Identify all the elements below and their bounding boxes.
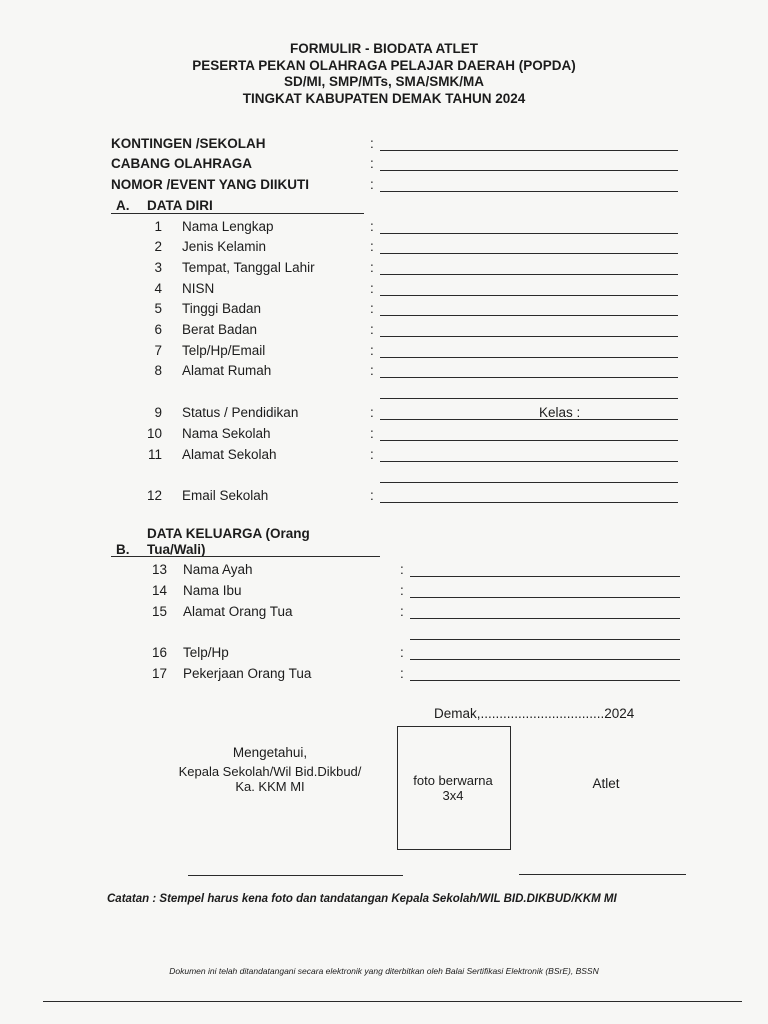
kelas-label: Kelas : bbox=[539, 405, 581, 420]
section-b-title: DATA KELUARGA (Orang bbox=[147, 526, 310, 541]
input-line-pekerjaan[interactable] bbox=[410, 680, 680, 681]
signature-line-atlet[interactable] bbox=[519, 874, 686, 875]
colon: : bbox=[400, 645, 404, 660]
input-line-cabang[interactable] bbox=[380, 170, 678, 171]
item-number: 15 bbox=[151, 604, 167, 619]
input-line-nama-ayah[interactable] bbox=[410, 576, 680, 577]
item-number: 12 bbox=[146, 488, 162, 503]
colon: : bbox=[370, 177, 374, 192]
item-label-pekerjaan: Pekerjaan Orang Tua bbox=[183, 666, 312, 681]
place-date: Demak,.................................2024 bbox=[434, 706, 635, 721]
section-a-underline bbox=[111, 213, 364, 214]
item-number: 14 bbox=[151, 583, 167, 598]
field-label-kontingen: KONTINGEN /SEKOLAH bbox=[111, 136, 266, 151]
section-a-letter: A. bbox=[116, 198, 130, 213]
kepala-sekolah-line2: Ka. KKM MI bbox=[235, 779, 305, 794]
input-line-jenis-kelamin[interactable] bbox=[380, 253, 678, 254]
item-number: 10 bbox=[146, 426, 162, 441]
input-line-alamat-sekolah[interactable] bbox=[380, 461, 678, 462]
item-number: 7 bbox=[154, 343, 162, 358]
input-line-telp-email[interactable] bbox=[380, 357, 678, 358]
form-scope: TINGKAT KABUPATEN DEMAK TAHUN 2024 bbox=[242, 91, 526, 106]
item-number: 5 bbox=[154, 301, 162, 316]
colon: : bbox=[370, 343, 374, 358]
colon: : bbox=[370, 156, 374, 171]
colon: : bbox=[370, 136, 374, 151]
signature-line-kepala-sekolah[interactable] bbox=[188, 875, 403, 876]
colon: : bbox=[370, 447, 374, 462]
input-line-alamat-rumah-2[interactable] bbox=[380, 398, 678, 399]
colon: : bbox=[370, 260, 374, 275]
item-label-alamat-rumah: Alamat Rumah bbox=[182, 363, 272, 378]
item-label-alamat-sekolah: Alamat Sekolah bbox=[182, 447, 277, 462]
item-number: 9 bbox=[154, 405, 162, 420]
input-line-alamat-rumah[interactable] bbox=[380, 377, 678, 378]
item-label-telp-hp: Telp/Hp bbox=[183, 645, 229, 660]
input-line-event[interactable] bbox=[380, 191, 678, 192]
item-number: 16 bbox=[151, 645, 167, 660]
item-label-ttl: Tempat, Tanggal Lahir bbox=[182, 260, 315, 275]
item-number: 1 bbox=[154, 219, 162, 234]
catatan-note: Catatan : Stempel harus kena foto dan tandatangan Kepala Sekolah/WIL BID.DIKBUD/KKM MI bbox=[107, 893, 617, 905]
input-line-kontingen[interactable] bbox=[380, 150, 678, 151]
colon: : bbox=[370, 488, 374, 503]
kepala-sekolah-line1: Kepala Sekolah/Wil Bid.Dikbud/ bbox=[178, 764, 362, 779]
footer-bsre-notice: Dokumen ini telah ditandatangani secara elektronik yang diterbitkan oleh Balai Sertifikasi Elektronik (BSrE), BSSN bbox=[169, 966, 599, 976]
item-number: 13 bbox=[151, 562, 167, 577]
section-b-letter: B. bbox=[116, 542, 130, 557]
item-number: 17 bbox=[151, 666, 167, 681]
input-line-nama-lengkap[interactable] bbox=[380, 233, 678, 234]
form-levels: SD/MI, SMP/MTs, SMA/SMK/MA bbox=[283, 74, 484, 89]
photo-label-line1: foto berwarna bbox=[413, 773, 493, 788]
colon: : bbox=[370, 239, 374, 254]
item-number: 8 bbox=[154, 363, 162, 378]
colon: : bbox=[400, 604, 404, 619]
item-label-nama-sekolah: Nama Sekolah bbox=[182, 426, 271, 441]
input-line-status[interactable] bbox=[380, 419, 678, 420]
item-number: 4 bbox=[154, 281, 162, 296]
input-line-nama-ibu[interactable] bbox=[410, 597, 680, 598]
section-b-underline bbox=[111, 556, 380, 557]
item-label-jenis-kelamin: Jenis Kelamin bbox=[182, 239, 267, 254]
colon: : bbox=[400, 666, 404, 681]
item-label-tinggi-badan: Tinggi Badan bbox=[182, 301, 262, 316]
section-b-title-2: Tua/Wali) bbox=[147, 542, 206, 557]
atlet-label: Atlet bbox=[592, 776, 620, 791]
colon: : bbox=[370, 301, 374, 316]
photo-label-line2: 3x4 bbox=[442, 788, 464, 803]
input-line-alamat-sekolah-2[interactable] bbox=[380, 482, 678, 483]
item-number: 11 bbox=[147, 447, 162, 462]
item-number: 3 bbox=[154, 260, 162, 275]
input-line-berat-badan[interactable] bbox=[380, 336, 678, 337]
colon: : bbox=[370, 363, 374, 378]
colon: : bbox=[370, 281, 374, 296]
item-number: 6 bbox=[154, 322, 162, 337]
item-label-telp-email: Telp/Hp/Email bbox=[182, 343, 266, 358]
input-line-alamat-orang-tua-2[interactable] bbox=[410, 639, 680, 640]
colon: : bbox=[400, 583, 404, 598]
input-line-email-sekolah[interactable] bbox=[380, 502, 678, 503]
field-label-event: NOMOR /EVENT YANG DIIKUTI bbox=[111, 177, 310, 192]
colon: : bbox=[370, 426, 374, 441]
item-number: 2 bbox=[154, 239, 162, 254]
form-title: FORMULIR - BIODATA ATLET bbox=[290, 41, 478, 56]
mengetahui-label: Mengetahui, bbox=[232, 745, 308, 760]
input-line-tinggi-badan[interactable] bbox=[380, 315, 678, 316]
input-line-nama-sekolah[interactable] bbox=[380, 440, 678, 441]
colon: : bbox=[370, 219, 374, 234]
footer-divider bbox=[43, 1001, 742, 1002]
item-label-nama-lengkap: Nama Lengkap bbox=[182, 219, 274, 234]
input-line-nisn[interactable] bbox=[380, 295, 678, 296]
input-line-ttl[interactable] bbox=[380, 274, 678, 275]
field-label-cabang: CABANG OLAHRAGA bbox=[111, 156, 252, 171]
item-label-status: Status / Pendidikan bbox=[182, 405, 299, 420]
input-line-alamat-orang-tua[interactable] bbox=[410, 618, 680, 619]
colon: : bbox=[400, 562, 404, 577]
item-label-nama-ibu: Nama Ibu bbox=[183, 583, 242, 598]
item-label-email-sekolah: Email Sekolah bbox=[182, 488, 269, 503]
item-label-alamat-orang-tua: Alamat Orang Tua bbox=[183, 604, 293, 619]
colon: : bbox=[370, 322, 374, 337]
item-label-nisn: NISN bbox=[182, 281, 215, 296]
item-label-berat-badan: Berat Badan bbox=[182, 322, 258, 337]
section-a-title: DATA DIRI bbox=[147, 198, 213, 213]
item-label-nama-ayah: Nama Ayah bbox=[183, 562, 253, 577]
form-subtitle: PESERTA PEKAN OLAHRAGA PELAJAR DAERAH (POPDA) bbox=[192, 58, 576, 73]
colon: : bbox=[370, 405, 374, 420]
input-line-telp-hp[interactable] bbox=[410, 659, 680, 660]
